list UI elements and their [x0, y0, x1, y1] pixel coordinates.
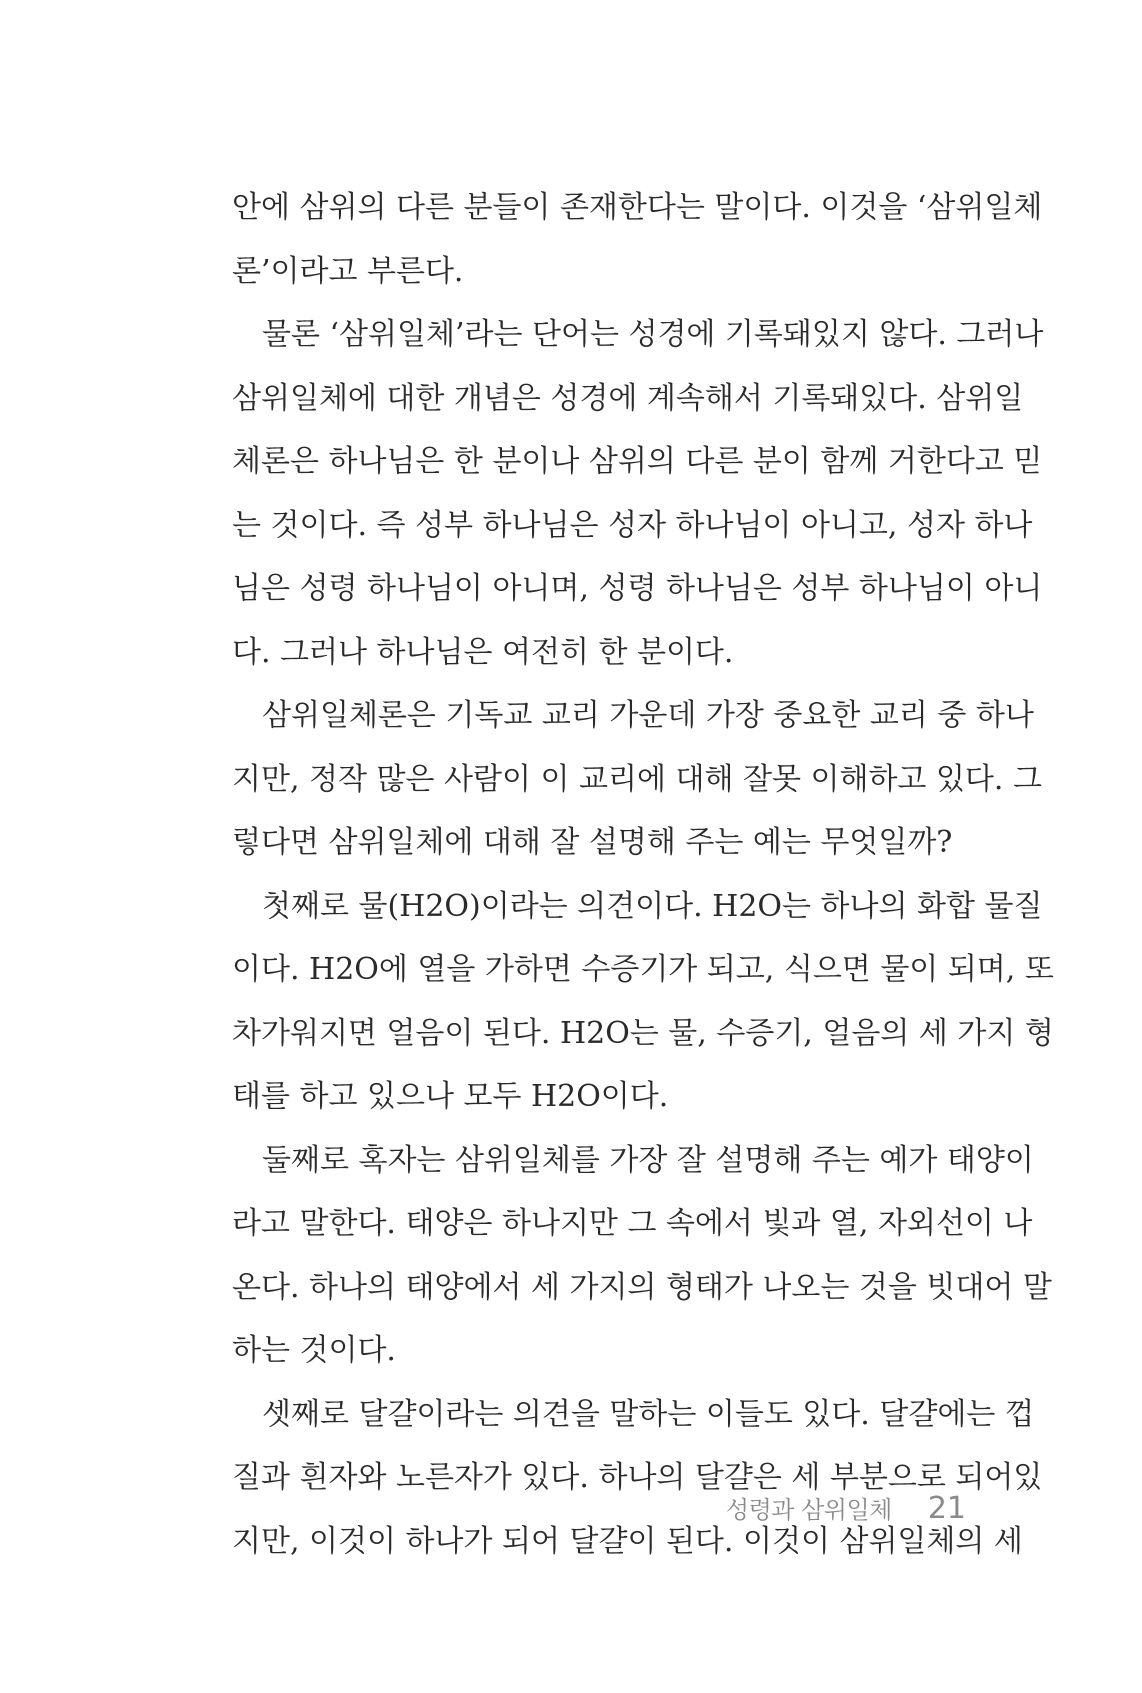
text-line: 삼위일체에 대한 개념은 성경에 계속해서 기록돼있다. 삼위일 [232, 380, 1024, 416]
text-line: 질과 흰자와 노른자가 있다. 하나의 달걀은 세 부분으로 되어있 [232, 1460, 1043, 1495]
text-line: 지만, 이것이 하나가 되어 달걀이 된다. 이것이 삼위일체의 세 [232, 1523, 1023, 1559]
body-text [232, 186, 1054, 1583]
text-line: 안에 삼위의 다른 분들이 존재한다는 말이다. 이것을 ‘삼위일체 [232, 190, 1043, 225]
text-line: 체론은 하나님은 한 분이나 삼위의 다른 분이 함께 거한다고 믿 [232, 444, 1043, 479]
text-line: 온다. 하나의 태양에서 세 가지의 형태가 나오는 것을 빗대어 말 [232, 1269, 1052, 1305]
text-line: 이다. H2O에 열을 가하면 수증기가 되고, 식으면 물이 되며, 또 [232, 952, 1054, 987]
text-line: 하는 것이다. [232, 1333, 396, 1368]
text-line: 셋째로 달걀이라는 의견을 말하는 이들도 있다. 달걀에는 껍 [262, 1396, 1034, 1432]
text-line: 님은 성령 하나님이 아니며, 성령 하나님은 성부 하나님이 아니 [232, 571, 1043, 606]
text-line: 다. 그러나 하나님은 여전히 한 분이다. [232, 634, 734, 670]
text-line: 론’이라고 부른다. [232, 253, 464, 289]
text-line: 차가워지면 얼음이 된다. H2O는 물, 수증기, 얼음의 세 가지 형 [232, 1015, 1054, 1051]
text-line: 첫째로 물(H2O)이라는 의견이다. H2O는 하나의 화합 물질 [262, 888, 1043, 924]
text-line: 태를 하고 있으나 모두 H2O이다. [232, 1079, 669, 1114]
text-line: 삼위일체론은 기독교 교리 가운데 가장 중요한 교리 중 하나 [262, 698, 1034, 733]
text-line: 물론 ‘삼위일체’라는 단어는 성경에 기록돼있지 않다. 그러나 [262, 317, 1044, 352]
text-line: 둘째로 혹자는 삼위일체를 가장 잘 설명해 주는 예가 태양이 [262, 1142, 1034, 1178]
text-line: 는 것이다. 즉 성부 하나님은 성자 하나님이 아니고, 성자 하나 [232, 507, 1033, 543]
running-title: 성령과 삼위일체 [725, 1496, 892, 1524]
page-number: 21 [927, 1491, 966, 1526]
page-footer [726, 1490, 966, 1526]
text-line: 지만, 정작 많은 사람이 이 교리에 대해 잘못 이해하고 있다. 그 [232, 761, 1042, 797]
text-line: 라고 말한다. 태양은 하나지만 그 속에서 빛과 열, 자외선이 나 [232, 1206, 1033, 1241]
text-line: 렇다면 삼위일체에 대해 잘 설명해 주는 예는 무엇일까? [232, 825, 953, 860]
